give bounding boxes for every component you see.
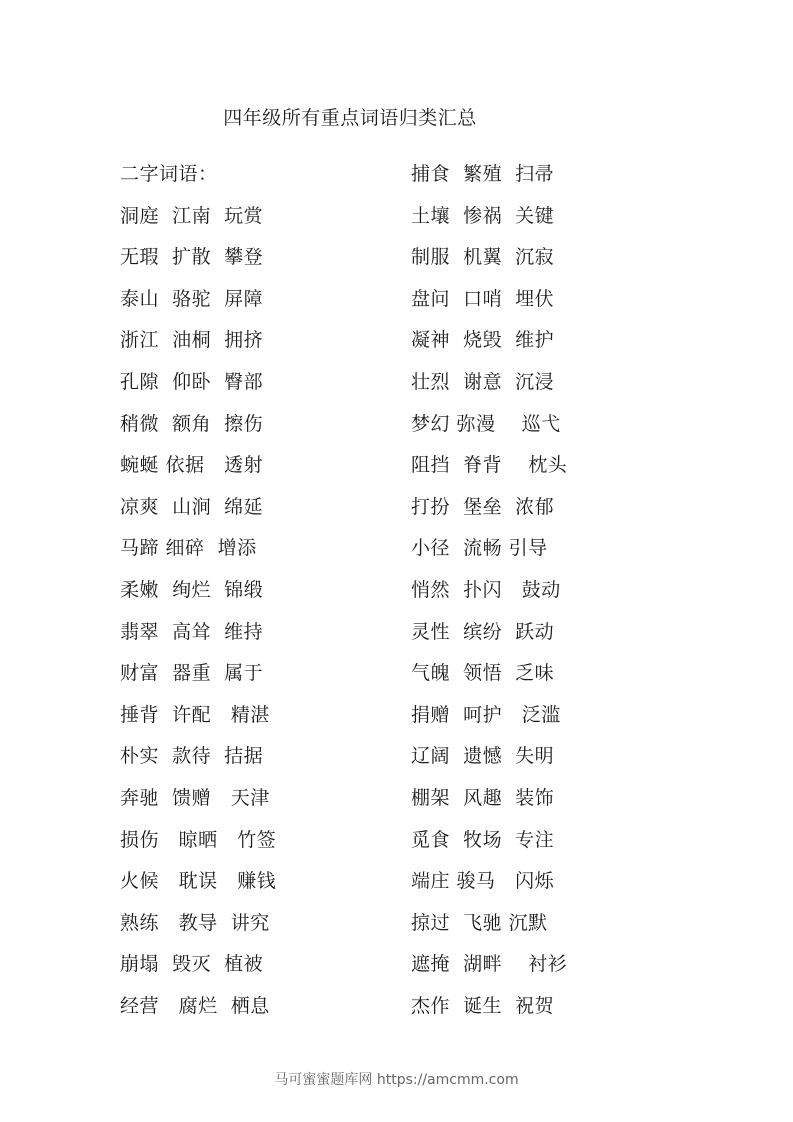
word-row: 稍微 额角 擦伤 — [120, 412, 264, 435]
word-row: 柔嫩 绚烂 锦缎 — [120, 578, 264, 601]
word-row: 壮烈 谢意 沉浸 — [411, 370, 555, 393]
word-row: 捶背 许配 精湛 — [120, 703, 270, 726]
left-word-column — [120, 158, 360, 1031]
word-row: 泰山 骆驼 屏障 — [120, 287, 264, 310]
word-row: 蜿蜒 依据 透射 — [120, 454, 264, 477]
word-row: 损伤 晾晒 竹签 — [120, 828, 277, 851]
word-row: 气魄 领悟 乏味 — [411, 662, 555, 685]
word-row: 朴实 款待 拮据 — [120, 745, 264, 768]
word-row: 财富 器重 属于 — [120, 662, 264, 685]
word-row: 熟练 教导 讲究 — [120, 911, 270, 934]
word-row: 无瑕 扩散 攀登 — [120, 246, 264, 269]
word-row: 阻挡 脊背 枕头 — [411, 454, 568, 477]
word-row: 觅食 牧场 专注 — [411, 828, 555, 851]
word-row: 翡翠 高耸 维持 — [120, 620, 264, 643]
word-row: 掠过 飞驰 沉默 — [411, 911, 548, 934]
footer-watermark: 马可蜜蜜题库网 https://amcmm.com — [274, 1072, 519, 1088]
word-row: 经营 腐烂 栖息 — [120, 994, 270, 1017]
word-row: 制服 机翼 沉寂 — [411, 246, 555, 269]
word-row: 捕食 繁殖 扫帚 — [411, 163, 555, 185]
word-row: 棚架 风趣 装饰 — [411, 786, 555, 809]
right-word-column — [411, 158, 651, 1031]
word-row: 浙江 油桐 拥挤 — [120, 329, 264, 352]
word-row: 盘问 口哨 埋伏 — [411, 287, 555, 310]
page-title: 四年级所有重点词语归类汇总 — [223, 107, 477, 129]
word-row: 悄然 扑闪 鼓动 — [411, 578, 561, 601]
word-row: 辽阔 遗憾 失明 — [411, 745, 555, 768]
word-row: 火候 耽误 赚钱 — [120, 870, 277, 893]
word-row: 小径 流畅 引导 — [411, 537, 548, 560]
word-row: 土壤 惨祸 关键 — [411, 204, 555, 227]
word-row: 孔隙 仰卧 臀部 — [120, 370, 264, 393]
word-row: 凉爽 山涧 绵延 — [120, 495, 264, 518]
word-row: 二字词语： — [120, 163, 218, 185]
word-row: 捐赠 呵护 泛滥 — [411, 703, 561, 726]
word-row: 灵性 缤纷 跃动 — [411, 620, 555, 643]
word-row: 洞庭 江南 玩赏 — [120, 204, 264, 227]
word-row: 杰作 诞生 祝贺 — [411, 994, 555, 1017]
word-row: 凝神 烧毁 维护 — [411, 329, 555, 352]
word-row: 马蹄 细碎 增添 — [120, 537, 257, 560]
word-row: 打扮 堡垒 浓郁 — [411, 495, 555, 518]
word-row: 遮掩 湖畔 衬衫 — [411, 953, 568, 976]
word-row: 奔驰 馈赠 天津 — [120, 786, 270, 809]
word-row: 梦幻 弥漫 巡弋 — [411, 412, 561, 435]
word-row: 端庄 骏马 闪烁 — [411, 870, 555, 893]
word-row: 崩塌 毁灭 植被 — [120, 953, 264, 976]
